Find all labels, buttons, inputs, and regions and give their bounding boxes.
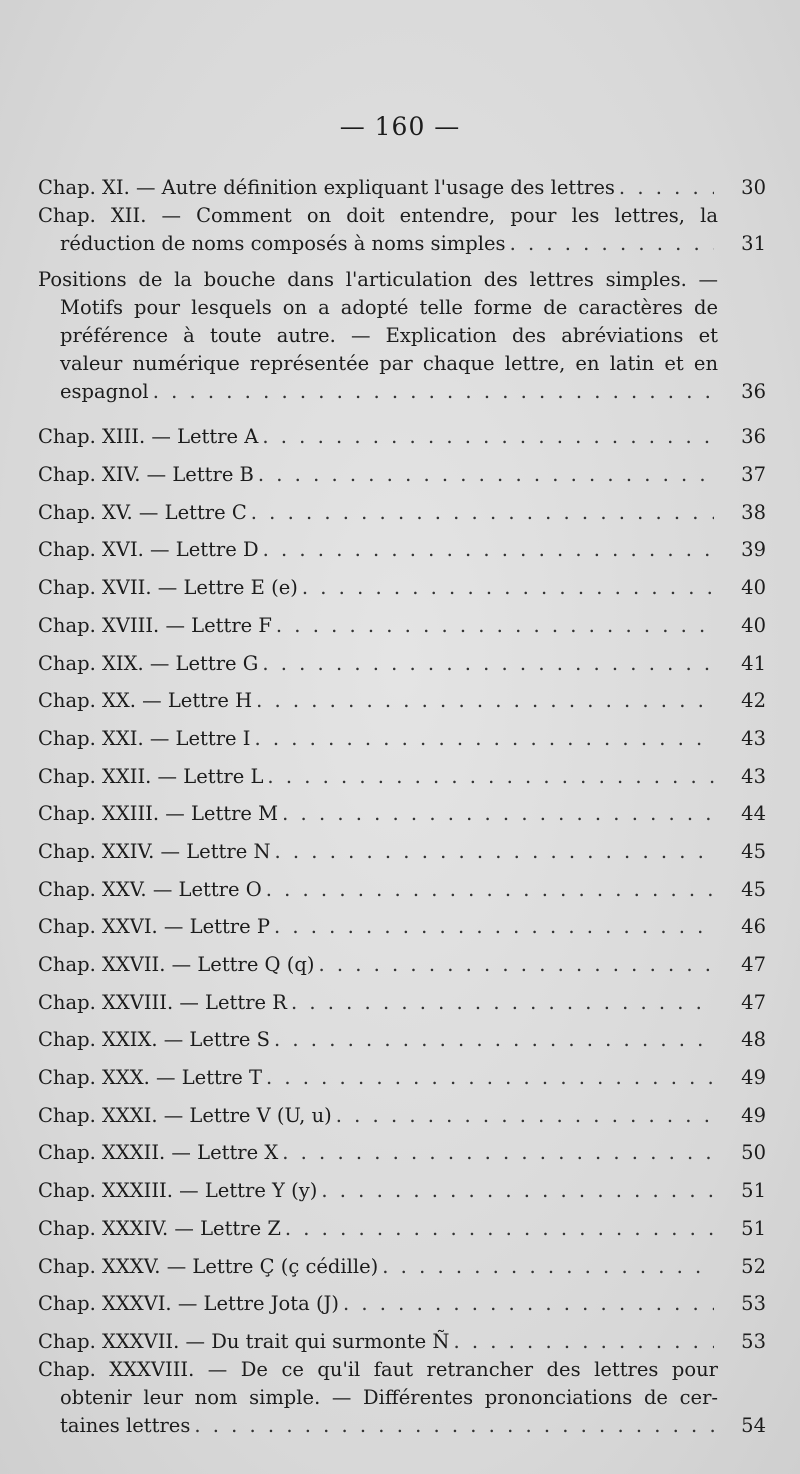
toc-entry-text (38, 951, 718, 979)
toc-entry (38, 1092, 766, 1130)
toc-entry-text (38, 1356, 718, 1440)
toc-entry-line (38, 322, 718, 350)
toc-entry (38, 828, 766, 866)
toc-entry (38, 866, 766, 904)
leader-dots (291, 989, 714, 1017)
toc-page-number: 38 (741, 500, 766, 524)
leader-dots (266, 876, 714, 904)
toc-entry-line (38, 1102, 718, 1130)
toc-page-number: 46 (741, 915, 766, 939)
toc-entry-line (38, 800, 718, 828)
toc-entry-text (38, 687, 718, 715)
toc-entry-line (38, 1215, 718, 1243)
toc-line-text: Chap. XXIII. — Lettre M (38, 802, 279, 826)
toc-entry-line (38, 725, 718, 753)
leader-dots (256, 687, 714, 715)
toc-entry-line (38, 499, 718, 527)
toc-line-text: Chap. XVIII. — Lettre F (38, 613, 272, 637)
toc-entry (38, 715, 766, 753)
toc-page-number: 45 (741, 877, 766, 901)
leader-dots (258, 461, 714, 489)
leader-dots (275, 838, 714, 866)
page-number: — 160 — (339, 112, 461, 141)
toc-line-text: Chap. XXXI. — Lettre V (U, u) (38, 1103, 332, 1127)
toc-page-number: 37 (741, 463, 766, 487)
toc-entry-line (38, 1177, 718, 1205)
toc-entry-line (38, 266, 718, 294)
toc-page-number: 43 (741, 726, 766, 750)
toc-entry-text (38, 1177, 718, 1205)
toc-line-text: Chap. XXVIII. — Lettre R (38, 990, 287, 1014)
leader-dots (262, 650, 714, 678)
toc-entry-line (38, 989, 718, 1017)
toc-entry-line (38, 230, 718, 258)
toc-entry-text (38, 1064, 718, 1092)
toc-line-text: Motifs pour lesquels on a adopté telle forme de caractères de (60, 295, 718, 319)
leader-dots (267, 763, 714, 791)
toc-line-text: Chap. XIII. — Lettre A (38, 425, 259, 449)
toc-page-number: 31 (741, 231, 766, 255)
toc-page-number: 47 (741, 953, 766, 976)
toc-entry (38, 1356, 766, 1440)
toc-entry (38, 640, 766, 678)
toc-page-number: 45 (741, 839, 766, 863)
toc-entry-text (38, 202, 718, 258)
toc-entry-line (38, 1064, 718, 1092)
toc-entry-text (38, 1102, 718, 1130)
leader-dots (382, 1253, 714, 1281)
toc-line-text: Chap. XXXVIII. — De ce qu'il faut retrancher des lettres pour (38, 1357, 718, 1381)
toc-page-number: 41 (741, 651, 766, 675)
toc-entry-line (38, 1290, 718, 1318)
toc-entry-text (38, 423, 718, 451)
toc-entry-line (38, 202, 718, 230)
toc-entry-line (38, 1026, 718, 1054)
leader-dots (266, 1064, 714, 1092)
toc-entry-line (38, 1356, 718, 1384)
toc-entry-text (38, 763, 718, 791)
toc-entry-text (38, 499, 718, 527)
leader-dots (254, 725, 714, 753)
toc-entry-text (38, 725, 718, 753)
toc-line-text: Chap. XVI. — Lettre D (38, 538, 259, 562)
toc-entry (38, 489, 766, 527)
toc-page-number: 49 (741, 1066, 766, 1090)
toc-entry-text (38, 1290, 718, 1318)
leader-dots (619, 174, 714, 202)
toc-line-text: préférence à toute autre. — Explication des abréviations et (60, 323, 718, 347)
leader-dots (276, 612, 714, 640)
toc-entry-text (38, 174, 718, 202)
toc-entry-line (38, 1139, 718, 1167)
toc-page-number: 54 (741, 1413, 766, 1437)
toc-page-number: 49 (741, 1103, 766, 1127)
toc-entry (38, 451, 766, 489)
toc-page-number: 50 (741, 1141, 766, 1165)
toc-entry-line (38, 650, 718, 678)
leader-dots (321, 1177, 714, 1205)
leader-dots (282, 800, 714, 828)
toc-entry-text (38, 876, 718, 904)
toc-entry-line (38, 1253, 718, 1281)
leader-dots (510, 230, 714, 258)
toc-entry-text (38, 989, 718, 1017)
toc-entry (38, 1281, 766, 1319)
leader-dots (274, 1026, 714, 1054)
toc-line-text: Chap. XXXIV. — Lettre Z (38, 1216, 281, 1240)
toc-entry (38, 266, 766, 406)
toc-entry-line (38, 378, 718, 406)
toc-entry (38, 904, 766, 942)
toc-line-text: Chap. XV. — Lettre C (38, 500, 247, 524)
toc-entry (38, 414, 766, 452)
toc-entry-text (38, 1215, 718, 1243)
toc-entry-line (38, 951, 718, 979)
leader-dots (318, 951, 714, 979)
toc-line-text: obtenir leur nom simple. — Différentes prononciations de cer- (60, 1385, 718, 1409)
toc-entry-line (38, 423, 718, 451)
toc-page-number: 47 (741, 990, 766, 1014)
toc-line-text: Chap. XXIV. — Lettre N (38, 839, 271, 863)
toc-line-text: Chap. XIX. — Lettre G (38, 651, 259, 675)
toc-entry-line (38, 1412, 718, 1440)
toc-entry (38, 791, 766, 829)
toc-entry (38, 753, 766, 791)
toc-line-text: Chap. XXII. — Lettre L (38, 764, 264, 788)
toc-page-number: 44 (741, 802, 766, 826)
toc-line-text: Chap. XXVII. — Lettre Q (q) (38, 953, 315, 976)
toc-entry-text (38, 838, 718, 866)
toc-entry-text (38, 913, 718, 941)
leader-dots (251, 499, 714, 527)
toc-line-text: Chap. XI. — Autre définition expliquant l'usage des lettres (38, 175, 615, 199)
leader-dots (343, 1290, 714, 1318)
toc-entry (38, 602, 766, 640)
toc-page-number: 36 (741, 425, 766, 449)
leader-dots (262, 423, 714, 451)
toc-entry-text (38, 1328, 718, 1356)
toc-entry-line (38, 1328, 718, 1356)
toc-entry-text (38, 461, 718, 489)
toc-entry-line (38, 763, 718, 791)
toc-line-text: Chap. XXI. — Lettre I (38, 726, 251, 750)
leader-dots (153, 378, 714, 406)
toc-entry-text (38, 1139, 718, 1167)
toc-entry (38, 1318, 766, 1356)
table-of-contents (38, 164, 766, 1448)
toc-page-number: 53 (741, 1292, 766, 1316)
toc-line-text: Chap. XIV. — Lettre B (38, 463, 254, 487)
toc-line-text: réduction de noms composés à noms simples (60, 231, 506, 255)
toc-line-text: Chap. XVII. — Lettre E (e) (38, 576, 298, 600)
toc-entry-line (38, 876, 718, 904)
toc-line-text: Chap. XX. — Lettre H (38, 689, 253, 713)
toc-entry-text (38, 612, 718, 640)
toc-entry (38, 527, 766, 565)
toc-page-number: 39 (741, 538, 766, 562)
toc-page-number: 51 (741, 1179, 766, 1203)
toc-entry-line (38, 913, 718, 941)
toc-entry-text (38, 1253, 718, 1281)
leader-dots (453, 1328, 714, 1356)
toc-line-text: Chap. XXX. — Lettre T (38, 1066, 262, 1090)
toc-page-number: 40 (741, 613, 766, 637)
toc-line-text: Chap. XXXIII. — Lettre Y (y) (38, 1179, 318, 1203)
toc-entry (38, 678, 766, 716)
toc-entry-line (38, 174, 718, 202)
toc-entry-line (38, 1384, 718, 1412)
toc-entry-line (38, 294, 718, 322)
toc-entry-line (38, 574, 718, 602)
toc-page-number: 43 (741, 764, 766, 788)
toc-entry-text (38, 574, 718, 602)
toc-entry (38, 1017, 766, 1055)
leader-dots (336, 1102, 714, 1130)
toc-entry (38, 1054, 766, 1092)
leader-dots (302, 574, 714, 602)
toc-entry-line (38, 461, 718, 489)
toc-page-number: 48 (741, 1028, 766, 1052)
toc-entry (38, 564, 766, 602)
toc-entry-text (38, 536, 718, 564)
toc-entry-line (38, 612, 718, 640)
toc-line-text: Chap. XXVI. — Lettre P (38, 915, 270, 939)
leader-dots (285, 1215, 714, 1243)
toc-entry-text (38, 800, 718, 828)
toc-line-text: espagnol (60, 379, 149, 403)
toc-page-number: 36 (741, 379, 766, 403)
leader-dots (274, 913, 714, 941)
toc-line-text: Chap. XXXVI. — Lettre Jota (J) (38, 1292, 339, 1316)
toc-entry-text (38, 266, 718, 406)
toc-line-text: Positions de la bouche dans l'articulation des lettres simples. — (38, 267, 718, 291)
toc-line-text: Chap. XII. — Comment on doit entendre, pour les lettres, la (38, 203, 718, 227)
toc-page-number: 52 (741, 1254, 766, 1278)
toc-entry-line (38, 838, 718, 866)
toc-entry-line (38, 536, 718, 564)
toc-entry (38, 202, 766, 258)
toc-entry (38, 1205, 766, 1243)
toc-entry-text (38, 1026, 718, 1054)
toc-page-number: 40 (741, 576, 766, 600)
toc-entry-line (38, 350, 718, 378)
toc-entry (38, 164, 766, 202)
leader-dots (263, 536, 714, 564)
toc-entry (38, 979, 766, 1017)
toc-entry-text (38, 650, 718, 678)
toc-line-text: taines lettres (60, 1413, 191, 1437)
toc-page-number: 51 (741, 1216, 766, 1240)
toc-page-number: 53 (741, 1329, 766, 1353)
leader-dots (282, 1139, 714, 1167)
toc-line-text: Chap. XXV. — Lettre O (38, 877, 262, 901)
toc-line-text: Chap. XXIX. — Lettre S (38, 1028, 271, 1052)
toc-page-number: 42 (741, 689, 766, 713)
toc-line-text: Chap. XXXV. — Lettre Ç (ç cédille) (38, 1254, 379, 1278)
toc-line-text: Chap. XXXII. — Lettre X (38, 1141, 279, 1165)
toc-entry (38, 1167, 766, 1205)
toc-entry (38, 1243, 766, 1281)
toc-entry-line (38, 687, 718, 715)
toc-entry (38, 1130, 766, 1168)
toc-page-number: 30 (741, 175, 766, 199)
leader-dots (194, 1412, 714, 1440)
toc-entry (38, 941, 766, 979)
toc-line-text: Chap. XXXVII. — Du trait qui surmonte Ñ (38, 1329, 450, 1353)
toc-line-text: valeur numérique représentée par chaque lettre, en latin et en (60, 351, 718, 375)
